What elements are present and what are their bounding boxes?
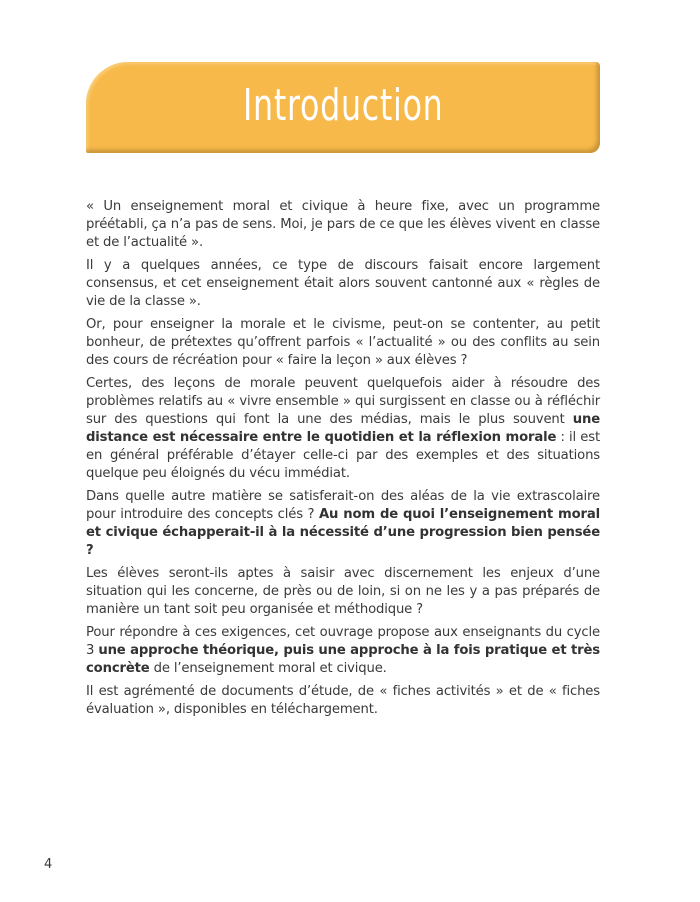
text-segment: Certes, des leçons de morale peuvent quelquefois aider à résoudre des problèmes relatifs au « vivre ensemble » qui surgissent en classe ou à réfléchir sur des questions qui font la une des médias, mais le plus souvent <box>86 376 600 427</box>
paragraph <box>86 683 600 719</box>
paragraph <box>86 198 600 252</box>
bold-text: une distance est nécessaire entre le quotidien et la réflexion morale <box>86 412 600 445</box>
page-number: 4 <box>44 857 53 872</box>
text-segment: Il y a quelques années, ce type de discours faisait encore largement consensus, et cet enseignement était alors souvent cantonné aux « règles de vie de la classe ». <box>86 258 600 309</box>
text-segment: Dans quelle autre matière se satisferait-on des aléas de la vie extrascolaire pour introduire des concepts clés ? <box>86 489 600 522</box>
paragraph <box>86 565 600 619</box>
text-segment: Il est agrémenté de documents d’étude, de « fiches activités » et de « fiches évaluation », disponibles en téléchargement. <box>86 684 600 717</box>
text-segment: Pour répondre à ces exigences, cet ouvrage propose aux enseignants du cycle 3 <box>86 625 600 658</box>
text-segment: : il est en général préférable d’étayer celle-ci par des exemples et des situations quelque peu éloignés du vécu immédiat. <box>86 430 600 481</box>
text-segment: de l’enseignement moral et civique. <box>149 661 387 676</box>
body-text <box>86 198 600 724</box>
text-segment: Or, pour enseigner la morale et le civisme, peut-on se contenter, au petit bonheur, de prétextes qu’offrent parfois « l’actualité » ou des conflits au sein des cours de récréation pour « faire la leçon » aux élèves ? <box>86 317 600 368</box>
paragraph <box>86 316 600 370</box>
title-banner <box>86 62 600 153</box>
bold-text: Au nom de quoi l’enseignement moral et civique échapperait-il à la nécessité d’une progression bien pensée ? <box>86 507 600 558</box>
page-title <box>86 78 600 134</box>
text-segment: « Un enseignement moral et civique à heure fixe, avec un programme préétabli, ça n’a pas de sens. Moi, je pars de ce que les élèves vivent en classe et de l’actualité ». <box>86 199 600 250</box>
text-segment: Les élèves seront-ils aptes à saisir avec discernement les enjeux d’une situation qui les concerne, de près ou de loin, si on ne les y a pas préparés de manière un tant soit peu organisée et méthodique ? <box>86 566 600 617</box>
paragraph <box>86 375 600 483</box>
paragraph <box>86 624 600 678</box>
paragraph <box>86 488 600 560</box>
paragraph <box>86 257 600 311</box>
page-title-text: Introduction <box>242 80 444 131</box>
bold-text: une approche théorique, puis une approche à la fois pratique et très concrète <box>86 643 600 676</box>
